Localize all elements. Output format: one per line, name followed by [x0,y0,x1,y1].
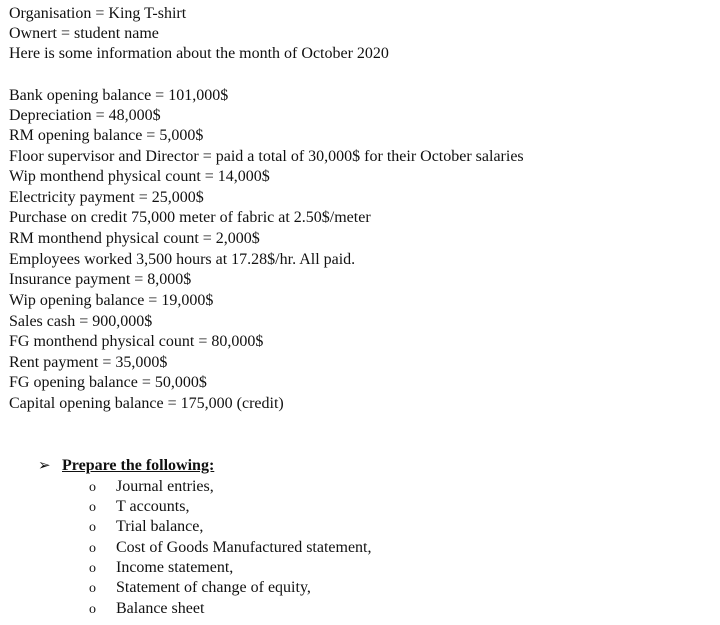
task-item [89,578,311,598]
arrow-bullet-icon: ➢ [38,458,51,474]
circle-bullet-icon: o [89,480,96,495]
circle-bullet-icon: o [89,500,96,515]
instructions-heading: Prepare the following: [62,457,215,474]
info-line-rm-monthend: RM monthend physical count = 2,000$ [9,230,260,247]
info-line-sales-cash: Sales cash = 900,000$ [9,313,153,330]
info-line-rm-opening: RM opening balance = 5,000$ [9,127,204,144]
task-label: Journal entries, [116,478,214,495]
info-line-electricity: Electricity payment = 25,000$ [9,189,204,206]
task-item [89,599,204,619]
organisation-line: Organisation = King T-shirt [9,5,187,22]
task-item [89,497,189,517]
task-label: Cost of Goods Manufactured statement, [116,539,372,556]
task-label: Income statement, [116,559,234,576]
info-line-insurance: Insurance payment = 8,000$ [9,271,192,288]
intro-line: Here is some information about the month of October 2020 [9,45,389,62]
task-item [89,558,233,578]
info-line-fg-monthend: FG monthend physical count = 80,000$ [9,333,264,350]
info-line-rent: Rent payment = 35,000$ [9,354,168,371]
task-label: Statement of change of equity, [116,579,311,596]
task-label: T accounts, [116,498,190,515]
task-item [89,517,203,537]
circle-bullet-icon: o [89,602,96,617]
info-line-wip-monthend: Wip monthend physical count = 14,000$ [9,168,270,185]
instructions-heading-row [38,455,214,477]
circle-bullet-icon: o [89,520,96,535]
task-item [89,538,372,558]
info-line-labor-hours: Employees worked 3,500 hours at 17.28$/hr. All paid. [9,251,356,268]
task-item [89,477,214,497]
circle-bullet-icon: o [89,561,96,576]
owner-line: Ownert = student name [9,25,159,42]
info-line-wip-opening: Wip opening balance = 19,000$ [9,292,214,309]
info-line-salaries: Floor supervisor and Director = paid a total of 30,000$ for their October salaries [9,148,524,165]
circle-bullet-icon: o [89,541,96,556]
info-line-bank-opening: Bank opening balance = 101,000$ [9,87,229,104]
info-line-depreciation: Depreciation = 48,000$ [9,107,161,124]
info-line-capital-opening: Capital opening balance = 175,000 (credit) [9,395,284,412]
task-label: Balance sheet [116,600,205,617]
circle-bullet-icon: o [89,581,96,596]
task-label: Trial balance, [116,518,204,535]
info-line-fg-opening: FG opening balance = 50,000$ [9,374,207,391]
info-line-fabric-purchase: Purchase on credit 75,000 meter of fabric at 2.50$/meter [9,209,371,226]
